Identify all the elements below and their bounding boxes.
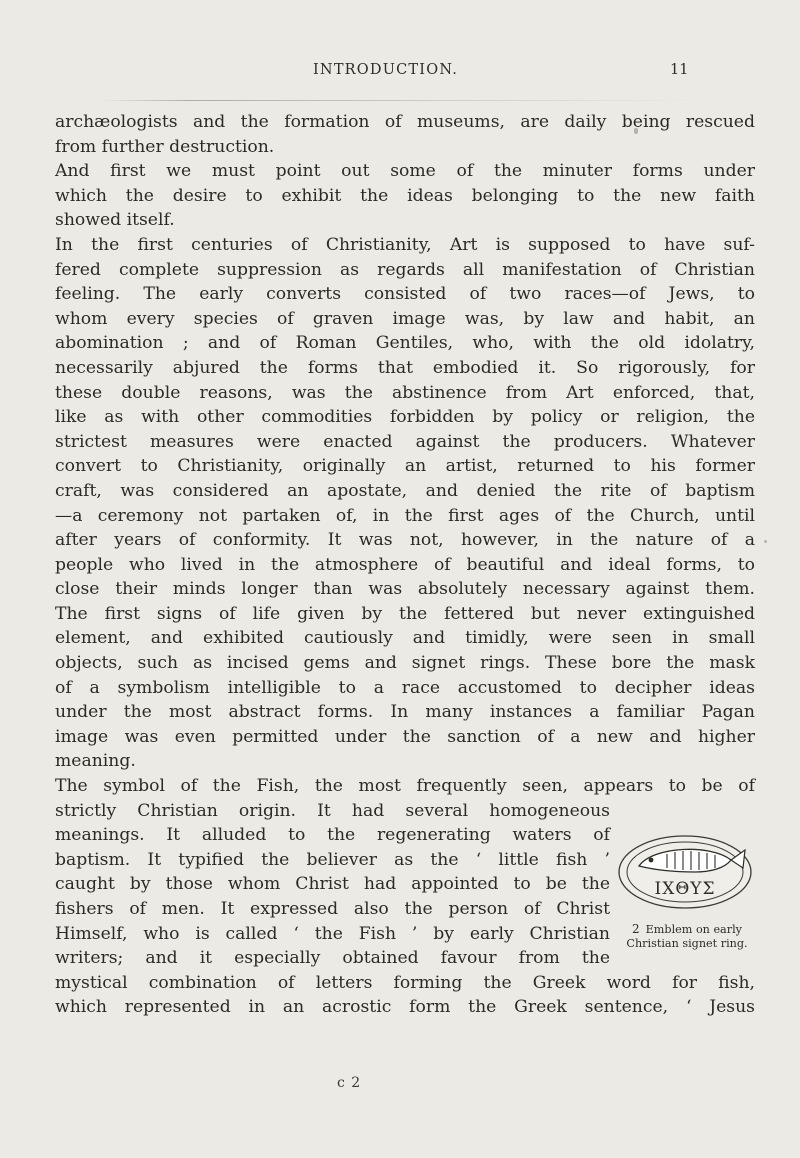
text-line: meanings. It alluded to the regenerating waters of (55, 825, 610, 846)
text-line: fishers of men. It expressed also the person of Christ (55, 899, 610, 919)
text-line: craft, was considered an apostate, and denied the rite of baptism (55, 480, 755, 501)
text-line: under the most abstract forms. In many instances a familiar Pagan (55, 702, 755, 723)
text-line: The symbol of the Fish, the most frequently seen, appears to be of (55, 776, 755, 797)
text-line: of a symbolism intelligible to a race accustomed to decipher ideas (55, 677, 755, 698)
text-line: necessarily abjured the forms that embodied it. So rigorously, for (55, 357, 755, 378)
text-line: showed itself. (55, 210, 175, 231)
text-line: The first signs of life given by the fettered but never extinguished (55, 603, 755, 624)
text-line: In the first centuries of Christianity, Art is supposed to have suf- (55, 234, 755, 255)
header-rule (100, 100, 700, 101)
text-line: —a ceremony not partaken of, in the first ages of the Church, until (55, 505, 755, 526)
print-speck (634, 128, 638, 134)
text-line: convert to Christianity, originally an artist, returned to his former (55, 456, 755, 477)
text-line: after years of conformity. It was not, however, in the nature of a (55, 530, 755, 551)
text-line: from further destruction. (55, 136, 275, 157)
text-line: Himself, who is called ‘ the Fish ’ by early Christian (55, 923, 610, 944)
signet-ring-illustration (615, 832, 755, 912)
ichthys-inscription: ΙΧΘΥΣ (654, 879, 716, 899)
figure-caption (612, 922, 762, 951)
text-line: image was even permitted under the sanction of a new and higher (55, 726, 755, 747)
print-speck (764, 540, 767, 543)
figure-number: 2 (632, 922, 640, 936)
text-line: meaning. (55, 751, 136, 772)
running-head (0, 62, 800, 86)
text-line: mystical combination of letters forming the Greek word for fish, (55, 972, 755, 993)
text-line: fered complete suppression as regards all manifestation of Christian (55, 259, 755, 280)
text-line: like as with other commodities forbidden by policy or religion, the (55, 407, 755, 428)
figure-signet-ring (612, 832, 762, 950)
page-number: 11 (670, 62, 689, 78)
figure-caption-text: Emblem on early Christian signet ring. (626, 923, 748, 950)
running-head-title: INTRODUCTION. (313, 62, 459, 78)
text-line: baptism. It typified the believer as the ‘ little fish ’ (55, 849, 610, 870)
text-line: writers; and it especially obtained favour from the (55, 948, 610, 969)
text-line: people who lived in the atmosphere of beautiful and ideal forms, to (55, 554, 755, 575)
text-line: which represented in an acrostic form the Greek sentence, ‘ Jesus (55, 997, 755, 1018)
signature-mark: c 2 (337, 1075, 362, 1091)
text-line: close their minds longer than was absolutely necessary against them. (55, 579, 755, 600)
text-line: feeling. The early converts consisted of two races—of Jews, to (55, 284, 755, 305)
text-line: objects, such as incised gems and signet rings. These bore the mask (55, 653, 755, 674)
text-line: which the desire to exhibit the ideas belonging to the new faith (55, 185, 755, 206)
text-line: abomination ; and of Roman Gentiles, who, with the old idolatry, (55, 333, 755, 354)
text-line: And first we must point out some of the minuter forms under (55, 161, 755, 182)
text-line: element, and exhibited cautiously and timidly, were seen in small (55, 628, 755, 649)
text-line: whom every species of graven image was, by law and habit, an (55, 308, 755, 329)
text-line: these double reasons, was the abstinence from Art enforced, that, (55, 382, 755, 403)
text-line: caught by those whom Christ had appointed to be the (55, 874, 610, 895)
text-line: archæologists and the formation of museums, are daily being rescued (55, 112, 755, 132)
text-line: strictest measures were enacted against the producers. Whatever (55, 431, 755, 452)
text-line: strictly Christian origin. It had several homogeneous (55, 800, 610, 821)
